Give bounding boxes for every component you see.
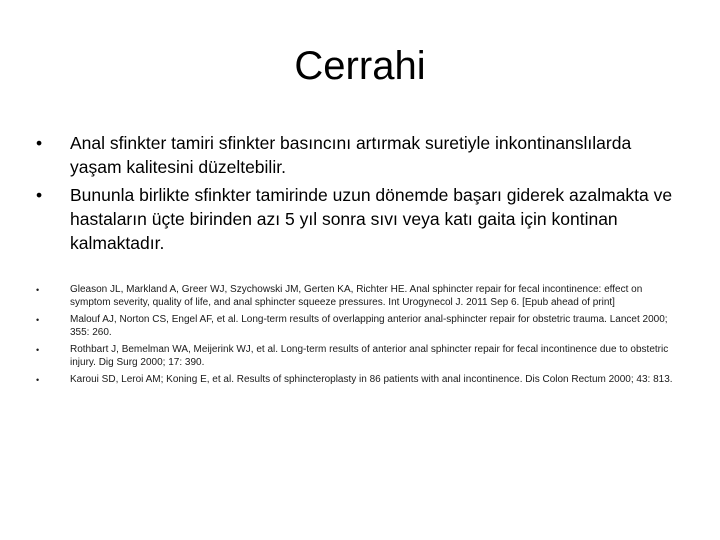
reference-dot-icon: •: [36, 375, 40, 385]
reference-text: Malouf AJ, Norton CS, Engel AF, et al. Long-term results of overlapping anterior anal-sphincter repair for obstetric trauma. Lancet 2000; 355: 260.: [70, 314, 668, 338]
reference-item: [36, 374, 684, 387]
reference-item: [36, 284, 684, 309]
reference-dot-icon: •: [36, 315, 40, 325]
bullet-item: [36, 183, 686, 255]
slide-title: Cerrahi: [294, 44, 426, 88]
main-bullet-list: [36, 131, 686, 259]
reference-text: Rothbart J, Bemelman WA, Meijerink WJ, et al. Long-term results of anterior anal sphincter repair for fecal incontinence due to obstetric injury. Dig Surg 2000; 17: 390.: [70, 344, 669, 368]
bullet-item: [36, 131, 686, 179]
reference-item: [36, 314, 684, 339]
bullet-text: Bununla birlikte sfinkter tamirinde uzun dönemde başarı giderek azalmakta ve hastaların üçte birinden azı 5 yıl sonra sıvı veya katı gaita için kontinan kalmaktadır.: [70, 185, 673, 253]
reference-item: [36, 344, 684, 369]
reference-text: Gleason JL, Markland A, Greer WJ, Szychowski JM, Gerten KA, Richter HE. Anal sphincter repair for fecal incontinence: effect on symptom severity, quality of life, and anal sphincter squeeze pressures. Int Urogynecol J. 2011 Sep 6. [Epub ahead of print]: [70, 284, 643, 308]
bullet-dot-icon: •: [36, 185, 43, 205]
bullet-dot-icon: •: [36, 133, 43, 153]
reference-dot-icon: •: [36, 345, 40, 355]
reference-dot-icon: •: [36, 285, 40, 295]
reference-text: Karoui SD, Leroi AM; Koning E, et al. Results of sphincteroplasty in 86 patients with anal incontinence. Dis Colon Rectum 2000; 43: 813.: [70, 374, 673, 385]
reference-list: [36, 284, 684, 392]
bullet-text: Anal sfinkter tamiri sfinkter basıncını artırmak suretiyle inkontinanslılarda yaşam kalitesini düzeltebilir.: [70, 133, 632, 177]
